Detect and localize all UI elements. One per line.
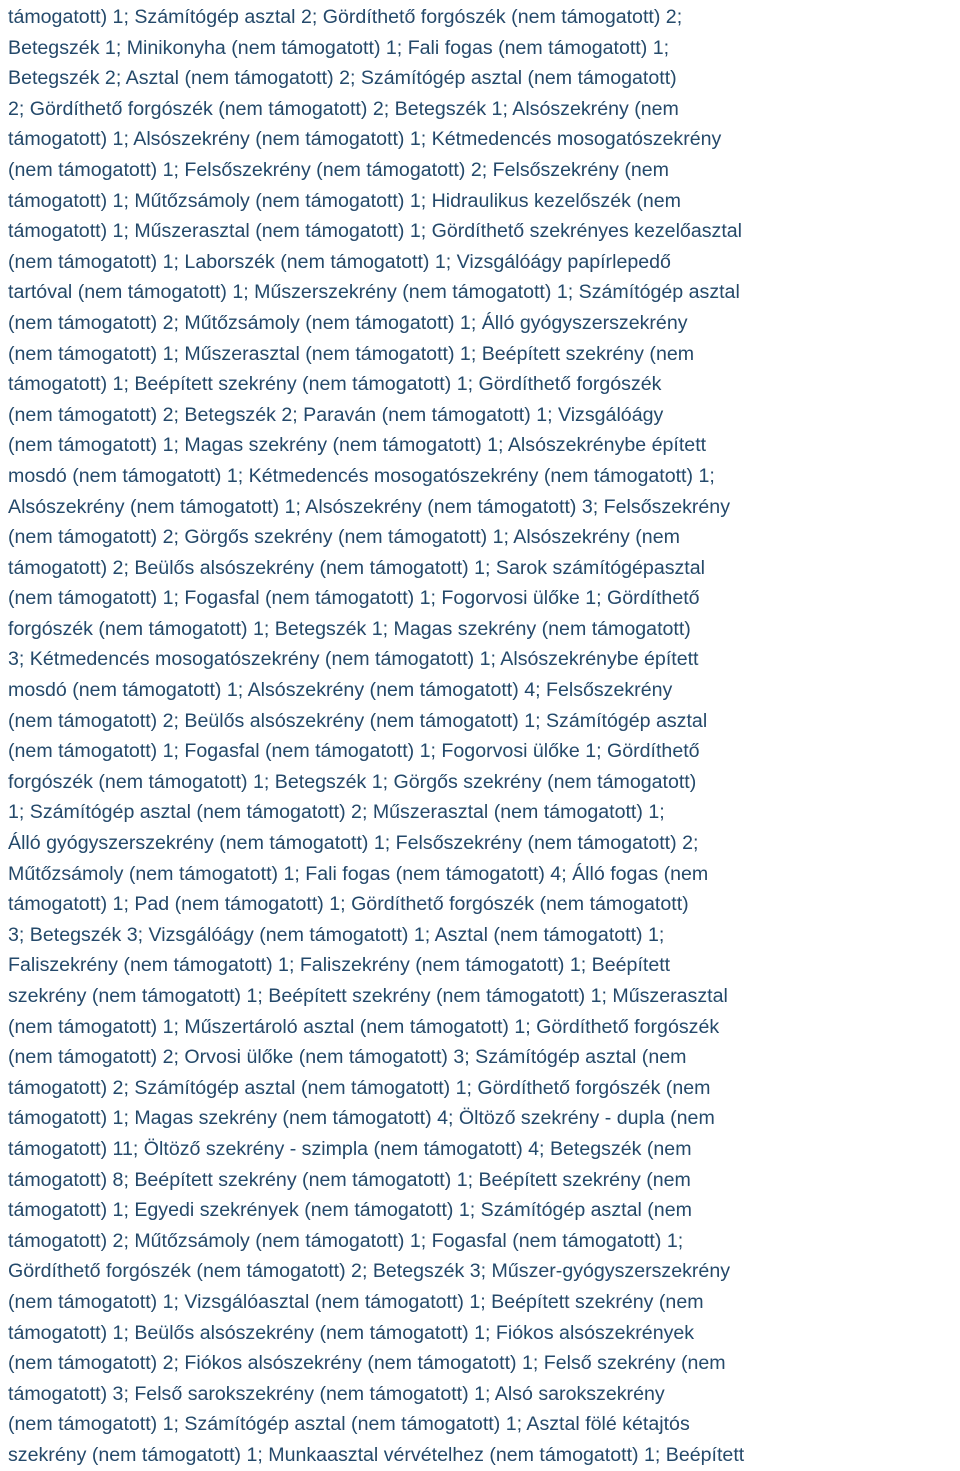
- text-line: tartóval (nem támogatott) 1; Műszerszekrény (nem támogatott) 1; Számítógép asztal: [8, 281, 740, 304]
- text-line: Műtőzsámoly (nem támogatott) 1; Fali fogas (nem támogatott) 4; Álló fogas (nem: [8, 862, 709, 885]
- text-line: támogatott) 1; Műtőzsámoly (nem támogatott) 1; Hidraulikus kezelőszék (nem: [8, 189, 681, 212]
- text-line: (nem támogatott) 2; Műtőzsámoly (nem támogatott) 1; Álló gyógyszerszekrény: [8, 311, 688, 334]
- text-line: (nem támogatott) 1; Fogasfal (nem támogatott) 1; Fogorvosi ülőke 1; Gördíthető: [8, 740, 700, 763]
- text-line: (nem támogatott) 1; Fogasfal (nem támogatott) 1; Fogorvosi ülőke 1; Gördíthető: [8, 587, 700, 610]
- text-line: támogatott) 1; Számítógép asztal 2; Gördíthető forgószék (nem támogatott) 2;: [8, 6, 683, 28]
- text-line: támogatott) 1; Magas szekrény (nem támogatott) 4; Öltöző szekrény - dupla (nem: [8, 1107, 715, 1130]
- text-line: Gördíthető forgószék (nem támogatott) 2; Betegszék 3; Műszer-gyógyszerszekrény: [8, 1260, 731, 1283]
- text-line: támogatott) 1; Beépített szekrény (nem támogatott) 1; Gördíthető forgószék: [8, 373, 662, 396]
- text-line: támogatott) 1; Pad (nem támogatott) 1; Gördíthető forgószék (nem támogatott): [8, 893, 689, 916]
- text-line: támogatott) 2; Számítógép asztal (nem támogatott) 1; Gördíthető forgószék (nem: [8, 1076, 711, 1099]
- text-line: (nem támogatott) 2; Orvosi ülőke (nem támogatott) 3; Számítógép asztal (nem: [8, 1046, 687, 1069]
- text-line: (nem támogatott) 1; Felsőszekrény (nem támogatott) 2; Felsőszekrény (nem: [8, 158, 670, 181]
- text-line: Faliszekrény (nem támogatott) 1; Faliszekrény (nem támogatott) 1; Beépített: [8, 954, 671, 977]
- text-line: 3; Kétmedencés mosogatószekrény (nem támogatott) 1; Alsószekrénybe épített: [8, 648, 699, 671]
- text-line: támogatott) 1; Beülős alsószekrény (nem támogatott) 1; Fiókos alsószekrények: [8, 1321, 695, 1344]
- text-line: (nem támogatott) 1; Magas szekrény (nem támogatott) 1; Alsószekrénybe épített: [8, 434, 707, 457]
- text-line: támogatott) 1; Alsószekrény (nem támogatott) 1; Kétmedencés mosogatószekrény: [8, 128, 722, 151]
- text-line: támogatott) 2; Beülős alsószekrény (nem támogatott) 1; Sarok számítógépasztal: [8, 556, 706, 579]
- text-line: Alsószekrény (nem támogatott) 1; Alsószekrény (nem támogatott) 3; Felsőszekrény: [8, 495, 731, 518]
- text-line: Betegszék 1; Minikonyha (nem támogatott) 1; Fali fogas (nem támogatott) 1;: [8, 36, 670, 59]
- text-line: támogatott) 2; Műtőzsámoly (nem támogatott) 1; Fogasfal (nem támogatott) 1;: [8, 1229, 684, 1252]
- text-line: támogatott) 8; Beépített szekrény (nem támogatott) 1; Beépített szekrény (nem: [8, 1168, 691, 1191]
- text-line: forgószék (nem támogatott) 1; Betegszék 1; Magas szekrény (nem támogatott): [8, 617, 691, 640]
- text-line: (nem támogatott) 1; Műszertároló asztal (nem támogatott) 1; Gördíthető forgószék: [8, 1015, 720, 1038]
- text-line: (nem támogatott) 1; Műszerasztal (nem támogatott) 1; Beépített szekrény (nem: [8, 342, 695, 365]
- text-line: támogatott) 3; Felső sarokszekrény (nem támogatott) 1; Alsó sarokszekrény: [8, 1382, 665, 1405]
- text-line: támogatott) 11; Öltöző szekrény - szimpla (nem támogatott) 4; Betegszék (nem: [8, 1137, 692, 1160]
- text-line: mosdó (nem támogatott) 1; Kétmedencés mosogatószekrény (nem támogatott) 1;: [8, 464, 715, 487]
- text-line: mosdó (nem támogatott) 1; Alsószekrény (nem támogatott) 4; Felsőszekrény: [8, 679, 673, 702]
- text-line: (nem támogatott) 1; Laborszék (nem támogatott) 1; Vizsgálóágy papírlepedő: [8, 250, 671, 273]
- text-line: szekrény (nem támogatott) 1; Munkaasztal vérvételhez (nem támogatott) 1; Beépített: [8, 1443, 745, 1466]
- text-line: (nem támogatott) 1; Számítógép asztal (nem támogatott) 1; Asztal fölé kétajtós: [8, 1413, 690, 1436]
- text-line: Álló gyógyszerszekrény (nem támogatott) 1; Felsőszekrény (nem támogatott) 2;: [8, 832, 699, 855]
- text-line: támogatott) 1; Egyedi szekrények (nem támogatott) 1; Számítógép asztal (nem: [8, 1199, 692, 1222]
- text-line: forgószék (nem támogatott) 1; Betegszék 1; Görgős szekrény (nem támogatott): [8, 770, 697, 793]
- text-line: (nem támogatott) 2; Beülős alsószekrény (nem támogatott) 1; Számítógép asztal: [8, 709, 708, 732]
- text-line: 2; Gördíthető forgószék (nem támogatott) 2; Betegszék 1; Alsószekrény (nem: [8, 97, 679, 120]
- text-line: (nem támogatott) 2; Betegszék 2; Paraván (nem támogatott) 1; Vizsgálóágy: [8, 403, 664, 426]
- text-line: (nem támogatott) 2; Görgős szekrény (nem támogatott) 1; Alsószekrény (nem: [8, 526, 680, 549]
- text-line: szekrény (nem támogatott) 1; Beépített szekrény (nem támogatott) 1; Műszerasztal: [8, 985, 728, 1007]
- text-line: (nem támogatott) 2; Fiókos alsószekrény (nem támogatott) 1; Felső szekrény (nem: [8, 1352, 726, 1375]
- text-line: (nem támogatott) 1; Vizsgálóasztal (nem támogatott) 1; Beépített szekrény (nem: [8, 1290, 704, 1313]
- text-line: Betegszék 2; Asztal (nem támogatott) 2; Számítógép asztal (nem támogatott): [8, 67, 677, 90]
- text-line: 3; Betegszék 3; Vizsgálóágy (nem támogatott) 1; Asztal (nem támogatott) 1;: [8, 923, 665, 946]
- text-line: támogatott) 1; Műszerasztal (nem támogatott) 1; Gördíthető szekrényes kezelőasztal: [8, 220, 743, 243]
- text-line: 1; Számítógép asztal (nem támogatott) 2; Műszerasztal (nem támogatott) 1;: [8, 801, 665, 824]
